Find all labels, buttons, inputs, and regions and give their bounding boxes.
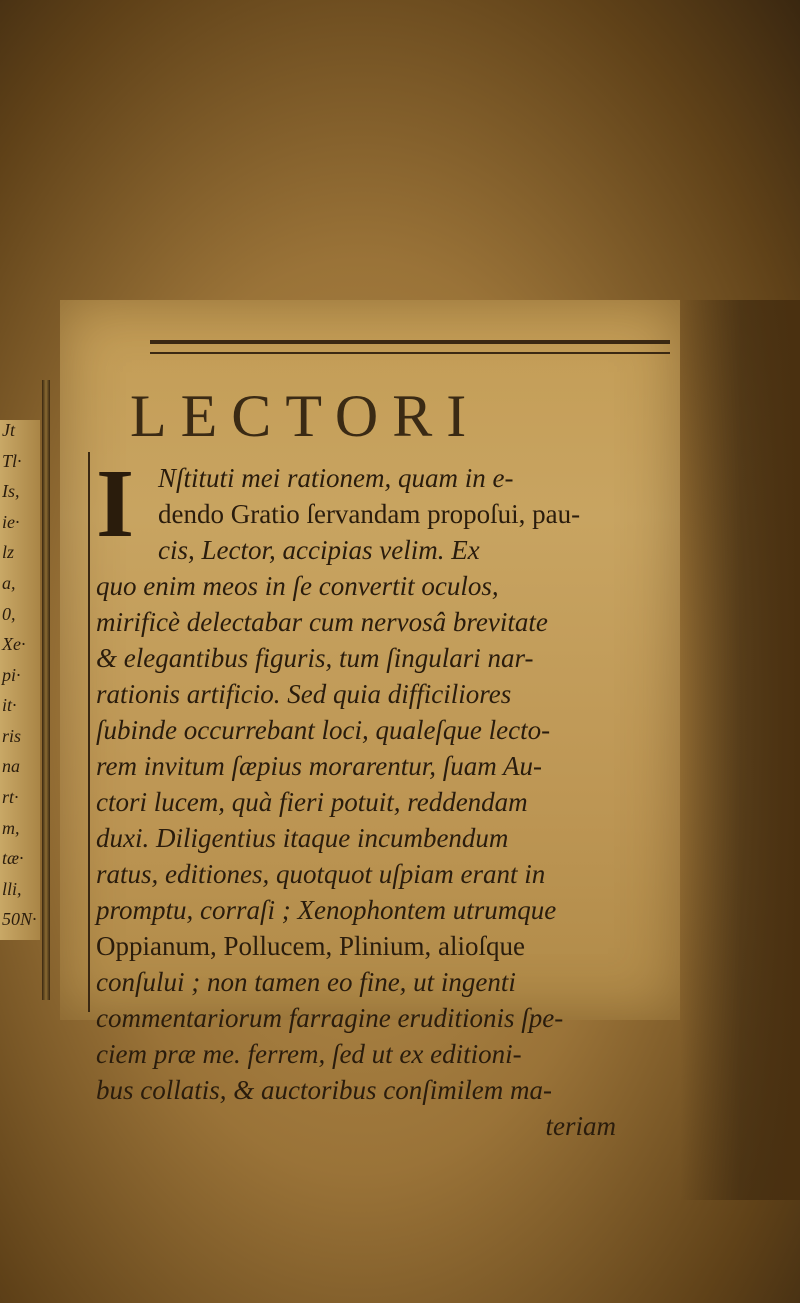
text-line: bus collatis, & auctoribus conſimilem ma- [96,1075,552,1105]
facing-page-fragment-text: Xe· [2,634,26,654]
text-line: Oppianum, Pollucem, Plinium, alioſque [96,931,525,961]
text-line: mirificè delectabar cum nervosâ brevitate [96,607,548,637]
right-page-edge [680,300,800,1200]
text-line: conſului ; non tamen eo fine, ut ingenti [96,967,516,997]
text-line: rationis artificio. Sed quia difficiliores [96,679,512,709]
header-rule-top [150,340,670,344]
facing-page-fragment-text: a, [2,573,16,593]
facing-page-fragment-text: 0, [2,604,16,624]
text-line: promptu, corraſi ; Xenophontem utrumque [96,895,557,925]
book-page [60,300,680,1141]
facing-page-fragment-text: Is, [2,481,20,501]
text-line: dendo Gratio ſervandam propoſui, pau- [158,499,581,529]
facing-page-fragment-text: 50N· [2,909,37,929]
text-line: duxi. Diligentius itaque incumbendum [96,823,509,853]
facing-page-fragment [0,420,40,940]
facing-page-fragment-text: pi· [2,665,21,685]
text-margin-rule [88,452,90,1012]
facing-page-fragment-text: lli, [2,879,22,899]
book-gutter [42,380,50,1000]
text-line: rem invitum ſæpius morarentur, ſuam Au- [96,751,543,781]
drop-cap: I [96,450,135,558]
facing-page-fragment-text: it· [2,695,17,715]
facing-page-fragment-text: Tl· [2,451,22,471]
text-line: quo enim meos in ſe convertit oculos, [96,571,499,601]
text-line: ciem præ me. ferrem, ſed ut ex editioni- [96,1039,522,1069]
text-line: ratus, editiones, quotquot uſpiam erant in [96,859,546,889]
facing-page-fragment-text: ris [2,726,22,746]
page-heading: LECTORI [130,383,481,449]
catchword: teriam [545,1111,616,1141]
header-rule-bottom [150,352,670,354]
text-line: commentariorum farragine eruditionis ſpe- [96,1003,564,1033]
facing-page-fragment-text: Jt [2,420,15,440]
text-line: ſubinde occurrebant loci, qualeſque lecto- [96,715,551,745]
text-line: ctori lucem, quà fieri potuit, reddendam [96,787,528,817]
facing-page-fragment-text: na [2,756,20,776]
text-line: cis, Lector, accipias velim. Ex [158,535,480,565]
body-text [96,460,656,1144]
text-line: & elegantibus figuris, tum ſingulari nar- [96,643,534,673]
facing-page-fragment-text: tæ· [2,848,24,868]
facing-page-fragment-text: lz [2,542,15,562]
facing-page-fragment-text: m, [2,818,20,838]
facing-page-fragment-text: rt· [2,787,19,807]
facing-page-fragment-text: ie· [2,512,20,532]
text-line: Nſtituti mei rationem, quam in e- [158,463,514,493]
